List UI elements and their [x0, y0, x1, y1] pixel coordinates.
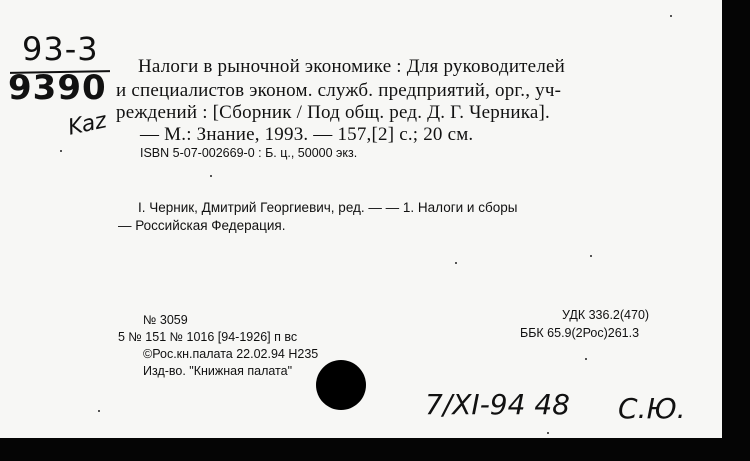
- scan-speck: [60, 150, 62, 152]
- call-number-bottom: 9390: [8, 68, 107, 108]
- isbn-line: ISBN 5-07-002669-0 : Б. ц., 50000 экз.: [140, 146, 358, 160]
- handwritten-initials: С.Ю.: [618, 392, 686, 425]
- scan-speck: [590, 255, 592, 257]
- title-line-3: реждений : [Сборник / Под общ. ред. Д. Г. Черника].: [116, 102, 550, 123]
- call-number-top: 93-3: [22, 30, 99, 68]
- scan-edge-bottom: [0, 438, 750, 461]
- scan-speck: [547, 432, 549, 434]
- scan-speck: [455, 262, 457, 264]
- bbk-code: ББК 65.9(2Рос)261.3: [520, 326, 640, 340]
- imprint-line: — М.: Знание, 1993. — 157,[2] с.; 20 см.: [140, 124, 474, 145]
- scan-speck: [585, 358, 587, 360]
- order-numbers-row: 5 № 151 № 1016 [94-1926] п вс: [118, 330, 298, 344]
- subject-entry-line-1: I. Черник, Дмитрий Георгиевич, ред. — — 1. Налоги и сборы: [138, 200, 518, 215]
- scan-speck: [98, 410, 100, 412]
- scan-speck: [210, 175, 212, 177]
- subject-entry-line-2: — Российская Федерация.: [118, 218, 286, 233]
- publisher-line: Изд-во. "Книжная палата": [143, 364, 293, 378]
- scan-edge-right: [722, 0, 750, 461]
- udk-code: УДК 336.2(470): [562, 308, 650, 322]
- title-line-1: Налоги в рыночной экономике : Для руководителей: [138, 56, 566, 77]
- ink-blot: [316, 360, 366, 410]
- copyright-line: ©Рос.кн.палата 22.02.94 Н235: [143, 347, 319, 361]
- title-line-2: и специалистов эконом. служб. предприятий, орг., уч-: [116, 80, 562, 101]
- registration-number: № 3059: [143, 313, 188, 327]
- handwritten-date: 7/XI-94 48: [425, 388, 570, 421]
- scan-speck: [670, 15, 672, 17]
- margin-handwritten-mark: Kaz: [65, 108, 109, 141]
